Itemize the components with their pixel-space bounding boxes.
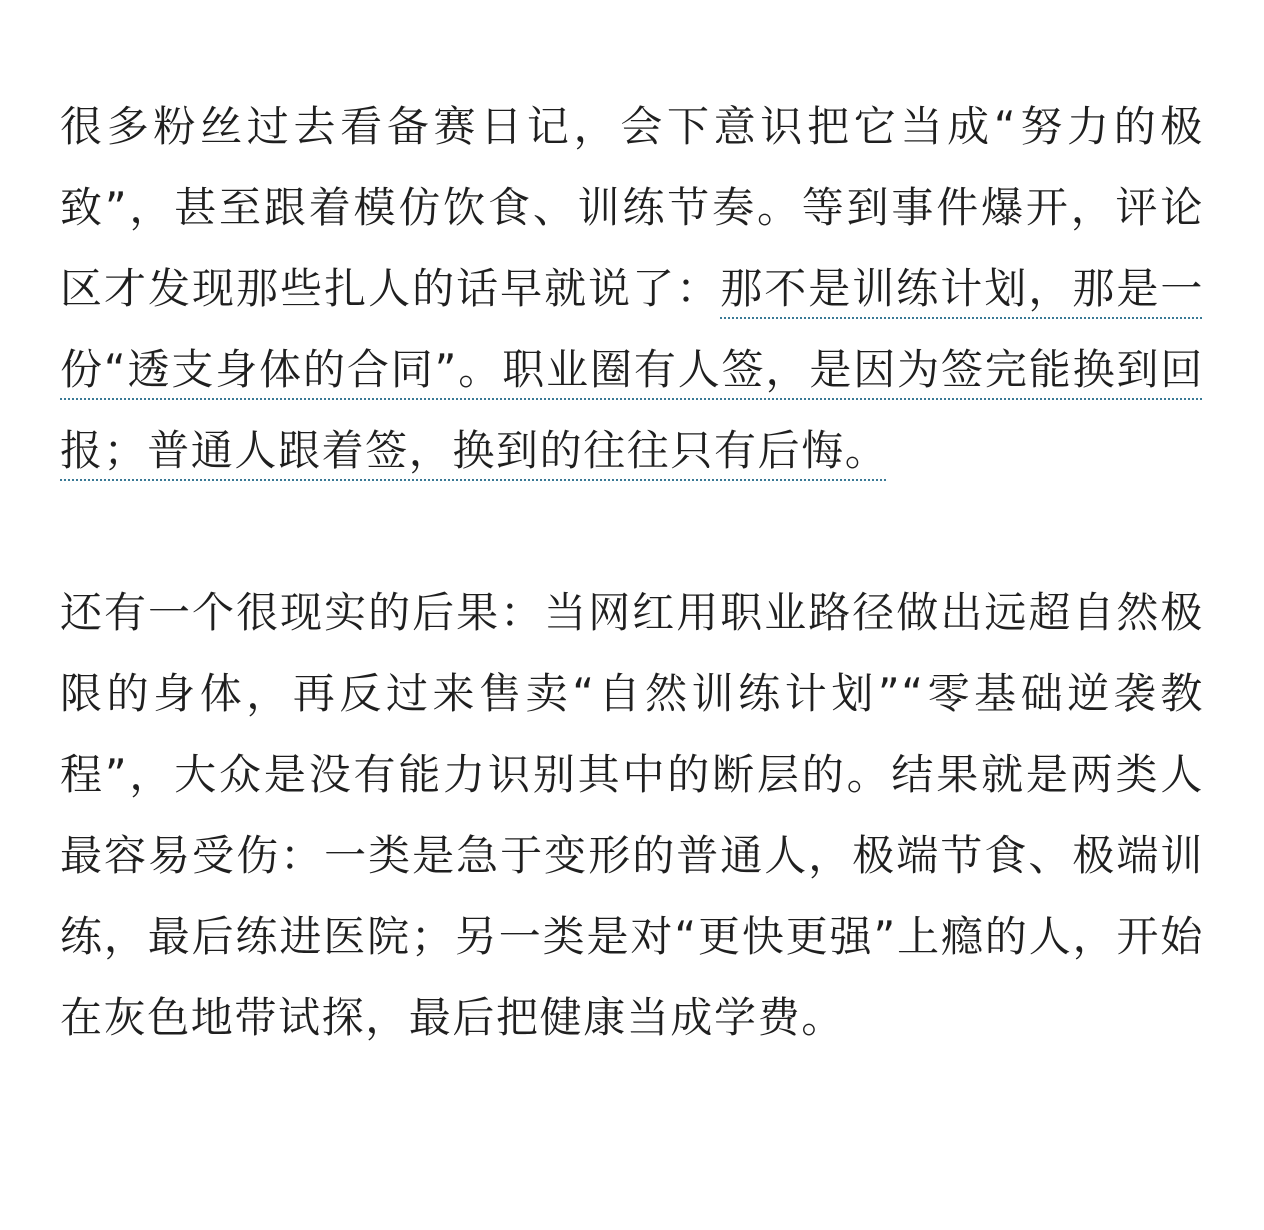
article-body xyxy=(60,86,1204,1058)
highlighted-quote: 那不是训练计划，那是一份“透支身体的合同”。职业圈有人签，是因为签完能换到回报；普通人跟着签，换到的往往只有后悔。 xyxy=(60,264,1204,475)
paragraph-1 xyxy=(60,86,1204,491)
paragraph-1-lead: 很多粉丝过去看备赛日记，会下意识把它当成“努力的极致”，甚至跟着模仿饮食、训练节奏。等到事件爆开，评论区才发现那些扎人的话早就说了： xyxy=(60,102,1204,313)
paragraph-2: 还有一个很现实的后果：当网红用职业路径做出远超自然极限的身体，再反过来售卖“自然训练计划”“零基础逆袭教程”，大众是没有能力识别其中的断层的。结果就是两类人最容易受伤：一类是急于变形的普通人，极端节食、极端训练，最后练进医院；另一类是对“更快更强”上瘾的人，开始在灰色地带试探，最后把健康当成学费。 xyxy=(60,588,1204,1042)
